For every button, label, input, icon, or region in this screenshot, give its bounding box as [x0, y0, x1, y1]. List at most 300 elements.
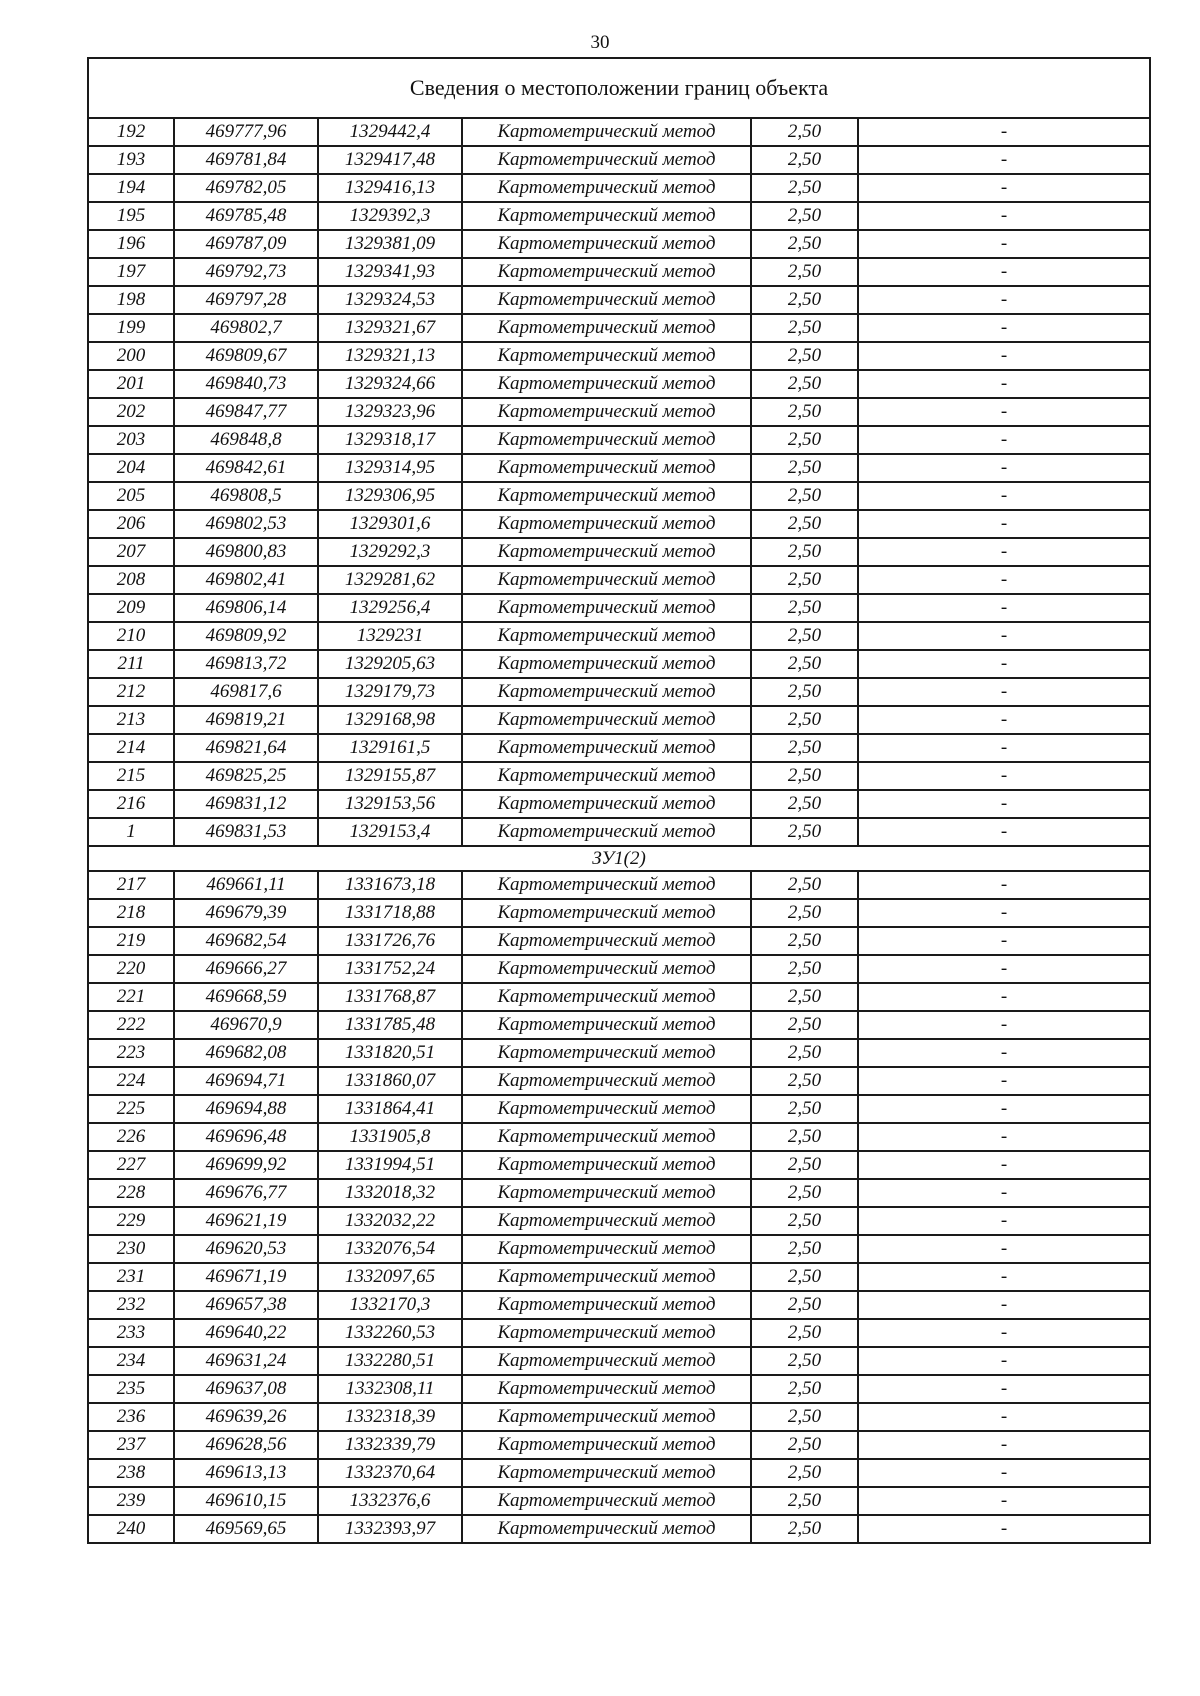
method-cell: Картометрический метод: [462, 818, 751, 846]
y-coordinate-cell: 1331905,8: [318, 1123, 462, 1151]
description-cell: -: [858, 1123, 1150, 1151]
method-cell: Картометрический метод: [462, 426, 751, 454]
description-cell: -: [858, 927, 1150, 955]
method-cell: Картометрический метод: [462, 342, 751, 370]
table-row: [88, 706, 1150, 734]
point-number-cell: 202: [88, 398, 174, 426]
accuracy-cell: 2,50: [751, 927, 858, 955]
table-row: [88, 983, 1150, 1011]
y-coordinate-cell: 1329381,09: [318, 230, 462, 258]
description-cell: -: [858, 871, 1150, 899]
point-number-cell: 208: [88, 566, 174, 594]
method-cell: Картометрический метод: [462, 1235, 751, 1263]
accuracy-cell: 2,50: [751, 1263, 858, 1291]
x-coordinate-cell: 469781,84: [174, 146, 318, 174]
description-cell: -: [858, 1515, 1150, 1543]
point-number-cell: 239: [88, 1487, 174, 1515]
description-cell: -: [858, 622, 1150, 650]
table-row: [88, 258, 1150, 286]
accuracy-cell: 2,50: [751, 1011, 858, 1039]
table-row: [88, 762, 1150, 790]
accuracy-cell: 2,50: [751, 1207, 858, 1235]
description-cell: -: [858, 955, 1150, 983]
description-cell: -: [858, 1011, 1150, 1039]
description-cell: -: [858, 1179, 1150, 1207]
accuracy-cell: 2,50: [751, 1459, 858, 1487]
point-number-cell: 193: [88, 146, 174, 174]
x-coordinate-cell: 469682,54: [174, 927, 318, 955]
description-cell: -: [858, 1039, 1150, 1067]
point-number-cell: 206: [88, 510, 174, 538]
table-row: [88, 398, 1150, 426]
table-row: [88, 1375, 1150, 1403]
description-cell: -: [858, 899, 1150, 927]
y-coordinate-cell: 1331864,41: [318, 1095, 462, 1123]
method-cell: Картометрический метод: [462, 202, 751, 230]
description-cell: -: [858, 482, 1150, 510]
method-cell: Картометрический метод: [462, 286, 751, 314]
description-cell: -: [858, 1095, 1150, 1123]
description-cell: -: [858, 398, 1150, 426]
x-coordinate-cell: 469848,8: [174, 426, 318, 454]
accuracy-cell: 2,50: [751, 1431, 858, 1459]
y-coordinate-cell: 1332370,64: [318, 1459, 462, 1487]
accuracy-cell: 2,50: [751, 314, 858, 342]
x-coordinate-cell: 469785,48: [174, 202, 318, 230]
x-coordinate-cell: 469620,53: [174, 1235, 318, 1263]
accuracy-cell: 2,50: [751, 118, 858, 146]
method-cell: Картометрический метод: [462, 1403, 751, 1431]
description-cell: -: [858, 202, 1150, 230]
table-row: [88, 202, 1150, 230]
accuracy-cell: 2,50: [751, 1347, 858, 1375]
method-cell: Картометрический метод: [462, 594, 751, 622]
accuracy-cell: 2,50: [751, 650, 858, 678]
method-cell: Картометрический метод: [462, 538, 751, 566]
table-row: [88, 1319, 1150, 1347]
point-number-cell: 221: [88, 983, 174, 1011]
y-coordinate-cell: 1329306,95: [318, 482, 462, 510]
point-number-cell: 238: [88, 1459, 174, 1487]
point-number-cell: 215: [88, 762, 174, 790]
y-coordinate-cell: 1329161,5: [318, 734, 462, 762]
description-cell: -: [858, 566, 1150, 594]
description-cell: -: [858, 510, 1150, 538]
point-number-cell: 217: [88, 871, 174, 899]
description-cell: -: [858, 314, 1150, 342]
y-coordinate-cell: 1332318,39: [318, 1403, 462, 1431]
table-row: [88, 230, 1150, 258]
point-number-cell: 212: [88, 678, 174, 706]
accuracy-cell: 2,50: [751, 1179, 858, 1207]
y-coordinate-cell: 1329168,98: [318, 706, 462, 734]
y-coordinate-cell: 1331673,18: [318, 871, 462, 899]
accuracy-cell: 2,50: [751, 734, 858, 762]
point-number-cell: 224: [88, 1067, 174, 1095]
point-number-cell: 223: [88, 1039, 174, 1067]
accuracy-cell: 2,50: [751, 871, 858, 899]
y-coordinate-cell: 1331752,24: [318, 955, 462, 983]
x-coordinate-cell: 469802,7: [174, 314, 318, 342]
description-cell: -: [858, 454, 1150, 482]
y-coordinate-cell: 1332260,53: [318, 1319, 462, 1347]
x-coordinate-cell: 469637,08: [174, 1375, 318, 1403]
method-cell: Картометрический метод: [462, 566, 751, 594]
table-title: Сведения о местоположении границ объекта: [88, 58, 1150, 118]
table-row: [88, 1263, 1150, 1291]
method-cell: Картометрический метод: [462, 398, 751, 426]
accuracy-cell: 2,50: [751, 1403, 858, 1431]
table-row: [88, 1095, 1150, 1123]
x-coordinate-cell: 469809,67: [174, 342, 318, 370]
y-coordinate-cell: 1329318,17: [318, 426, 462, 454]
description-cell: -: [858, 342, 1150, 370]
accuracy-cell: 2,50: [751, 258, 858, 286]
accuracy-cell: 2,50: [751, 426, 858, 454]
accuracy-cell: 2,50: [751, 1095, 858, 1123]
table-row: [88, 1011, 1150, 1039]
description-cell: -: [858, 1431, 1150, 1459]
point-number-cell: 228: [88, 1179, 174, 1207]
description-cell: -: [858, 258, 1150, 286]
method-cell: Картометрический метод: [462, 1095, 751, 1123]
accuracy-cell: 2,50: [751, 202, 858, 230]
method-cell: Картометрический метод: [462, 1263, 751, 1291]
accuracy-cell: 2,50: [751, 286, 858, 314]
description-cell: -: [858, 706, 1150, 734]
method-cell: Картометрический метод: [462, 955, 751, 983]
y-coordinate-cell: 1329301,6: [318, 510, 462, 538]
table-row: [88, 734, 1150, 762]
method-cell: Картометрический метод: [462, 1291, 751, 1319]
point-number-cell: 222: [88, 1011, 174, 1039]
table-row: [88, 594, 1150, 622]
description-cell: -: [858, 1151, 1150, 1179]
x-coordinate-cell: 469694,88: [174, 1095, 318, 1123]
y-coordinate-cell: 1329323,96: [318, 398, 462, 426]
y-coordinate-cell: 1332032,22: [318, 1207, 462, 1235]
table-row: [88, 482, 1150, 510]
section-row: [88, 846, 1150, 871]
method-cell: Картометрический метод: [462, 146, 751, 174]
point-number-cell: 209: [88, 594, 174, 622]
method-cell: Картометрический метод: [462, 482, 751, 510]
table-row: [88, 927, 1150, 955]
x-coordinate-cell: 469628,56: [174, 1431, 318, 1459]
table-row: [88, 1403, 1150, 1431]
table-row: [88, 286, 1150, 314]
table-row: [88, 1515, 1150, 1543]
y-coordinate-cell: 1331785,48: [318, 1011, 462, 1039]
accuracy-cell: 2,50: [751, 622, 858, 650]
accuracy-cell: 2,50: [751, 146, 858, 174]
accuracy-cell: 2,50: [751, 899, 858, 927]
accuracy-cell: 2,50: [751, 790, 858, 818]
boundary-coordinates-table: [87, 57, 1151, 1544]
section-label: ЗУ1(2): [88, 846, 1150, 871]
point-number-cell: 237: [88, 1431, 174, 1459]
table-row: [88, 899, 1150, 927]
method-cell: Картометрический метод: [462, 706, 751, 734]
page-number: 30: [590, 32, 610, 53]
x-coordinate-cell: 469668,59: [174, 983, 318, 1011]
accuracy-cell: 2,50: [751, 398, 858, 426]
x-coordinate-cell: 469621,19: [174, 1207, 318, 1235]
x-coordinate-cell: 469819,21: [174, 706, 318, 734]
point-number-cell: 1: [88, 818, 174, 846]
accuracy-cell: 2,50: [751, 1067, 858, 1095]
x-coordinate-cell: 469682,08: [174, 1039, 318, 1067]
description-cell: -: [858, 734, 1150, 762]
method-cell: Картометрический метод: [462, 1067, 751, 1095]
table-row: [88, 1459, 1150, 1487]
y-coordinate-cell: 1331768,87: [318, 983, 462, 1011]
method-cell: Картометрический метод: [462, 1375, 751, 1403]
point-number-cell: 227: [88, 1151, 174, 1179]
table-row: [88, 426, 1150, 454]
x-coordinate-cell: 469694,71: [174, 1067, 318, 1095]
table-row: [88, 1123, 1150, 1151]
point-number-cell: 236: [88, 1403, 174, 1431]
description-cell: -: [858, 1375, 1150, 1403]
x-coordinate-cell: 469671,19: [174, 1263, 318, 1291]
accuracy-cell: 2,50: [751, 818, 858, 846]
point-number-cell: 210: [88, 622, 174, 650]
point-number-cell: 198: [88, 286, 174, 314]
accuracy-cell: 2,50: [751, 566, 858, 594]
description-cell: -: [858, 1347, 1150, 1375]
method-cell: Картометрический метод: [462, 510, 751, 538]
y-coordinate-cell: 1332280,51: [318, 1347, 462, 1375]
point-number-cell: 229: [88, 1207, 174, 1235]
y-coordinate-cell: 1329155,87: [318, 762, 462, 790]
accuracy-cell: 2,50: [751, 510, 858, 538]
y-coordinate-cell: 1329314,95: [318, 454, 462, 482]
table-row: [88, 871, 1150, 899]
point-number-cell: 235: [88, 1375, 174, 1403]
y-coordinate-cell: 1332339,79: [318, 1431, 462, 1459]
point-number-cell: 197: [88, 258, 174, 286]
point-number-cell: 201: [88, 370, 174, 398]
point-number-cell: 207: [88, 538, 174, 566]
table-row: [88, 650, 1150, 678]
method-cell: Картометрический метод: [462, 118, 751, 146]
accuracy-cell: 2,50: [751, 1375, 858, 1403]
table-row: [88, 314, 1150, 342]
accuracy-cell: 2,50: [751, 230, 858, 258]
x-coordinate-cell: 469782,05: [174, 174, 318, 202]
x-coordinate-cell: 469840,73: [174, 370, 318, 398]
accuracy-cell: 2,50: [751, 482, 858, 510]
point-number-cell: 195: [88, 202, 174, 230]
table-row: [88, 1431, 1150, 1459]
table-row: [88, 1151, 1150, 1179]
accuracy-cell: 2,50: [751, 1039, 858, 1067]
accuracy-cell: 2,50: [751, 342, 858, 370]
method-cell: Картометрический метод: [462, 1319, 751, 1347]
method-cell: Картометрический метод: [462, 1179, 751, 1207]
y-coordinate-cell: 1329205,63: [318, 650, 462, 678]
description-cell: -: [858, 650, 1150, 678]
x-coordinate-cell: 469800,83: [174, 538, 318, 566]
description-cell: -: [858, 983, 1150, 1011]
accuracy-cell: 2,50: [751, 174, 858, 202]
method-cell: Картометрический метод: [462, 1487, 751, 1515]
method-cell: Картометрический метод: [462, 1151, 751, 1179]
x-coordinate-cell: 469657,38: [174, 1291, 318, 1319]
method-cell: Картометрический метод: [462, 871, 751, 899]
method-cell: Картометрический метод: [462, 927, 751, 955]
point-number-cell: 232: [88, 1291, 174, 1319]
method-cell: Картометрический метод: [462, 1347, 751, 1375]
accuracy-cell: 2,50: [751, 1319, 858, 1347]
y-coordinate-cell: 1329179,73: [318, 678, 462, 706]
y-coordinate-cell: 1329281,62: [318, 566, 462, 594]
accuracy-cell: 2,50: [751, 1487, 858, 1515]
description-cell: -: [858, 230, 1150, 258]
accuracy-cell: 2,50: [751, 706, 858, 734]
accuracy-cell: 2,50: [751, 1291, 858, 1319]
y-coordinate-cell: 1329417,48: [318, 146, 462, 174]
y-coordinate-cell: 1331820,51: [318, 1039, 462, 1067]
point-number-cell: 205: [88, 482, 174, 510]
x-coordinate-cell: 469569,65: [174, 1515, 318, 1543]
x-coordinate-cell: 469661,11: [174, 871, 318, 899]
x-coordinate-cell: 469777,96: [174, 118, 318, 146]
x-coordinate-cell: 469842,61: [174, 454, 318, 482]
x-coordinate-cell: 469787,09: [174, 230, 318, 258]
point-number-cell: 234: [88, 1347, 174, 1375]
point-number-cell: 203: [88, 426, 174, 454]
y-coordinate-cell: 1331718,88: [318, 899, 462, 927]
accuracy-cell: 2,50: [751, 1515, 858, 1543]
description-cell: -: [858, 174, 1150, 202]
method-cell: Картометрический метод: [462, 1207, 751, 1235]
description-cell: -: [858, 594, 1150, 622]
description-cell: -: [858, 1291, 1150, 1319]
method-cell: Картометрический метод: [462, 762, 751, 790]
x-coordinate-cell: 469802,53: [174, 510, 318, 538]
method-cell: Картометрический метод: [462, 174, 751, 202]
accuracy-cell: 2,50: [751, 1123, 858, 1151]
table-row: [88, 174, 1150, 202]
y-coordinate-cell: 1332376,6: [318, 1487, 462, 1515]
y-coordinate-cell: 1332308,11: [318, 1375, 462, 1403]
method-cell: Картометрический метод: [462, 454, 751, 482]
method-cell: Картометрический метод: [462, 650, 751, 678]
table-row: [88, 790, 1150, 818]
accuracy-cell: 2,50: [751, 762, 858, 790]
table-row: [88, 510, 1150, 538]
y-coordinate-cell: 1329341,93: [318, 258, 462, 286]
point-number-cell: 233: [88, 1319, 174, 1347]
x-coordinate-cell: 469699,92: [174, 1151, 318, 1179]
y-coordinate-cell: 1332170,3: [318, 1291, 462, 1319]
method-cell: Картометрический метод: [462, 370, 751, 398]
accuracy-cell: 2,50: [751, 983, 858, 1011]
description-cell: -: [858, 1319, 1150, 1347]
x-coordinate-cell: 469613,13: [174, 1459, 318, 1487]
description-cell: -: [858, 790, 1150, 818]
method-cell: Картометрический метод: [462, 1459, 751, 1487]
description-cell: -: [858, 426, 1150, 454]
y-coordinate-cell: 1332097,65: [318, 1263, 462, 1291]
point-number-cell: 230: [88, 1235, 174, 1263]
description-cell: -: [858, 1235, 1150, 1263]
y-coordinate-cell: 1329321,13: [318, 342, 462, 370]
y-coordinate-cell: 1329442,4: [318, 118, 462, 146]
point-number-cell: 194: [88, 174, 174, 202]
y-coordinate-cell: 1332076,54: [318, 1235, 462, 1263]
description-cell: -: [858, 146, 1150, 174]
table-row: [88, 566, 1150, 594]
description-cell: -: [858, 1403, 1150, 1431]
table-row: [88, 454, 1150, 482]
x-coordinate-cell: 469808,5: [174, 482, 318, 510]
table-row: [88, 622, 1150, 650]
y-coordinate-cell: 1329153,4: [318, 818, 462, 846]
table-row: [88, 1179, 1150, 1207]
table-row: [88, 538, 1150, 566]
x-coordinate-cell: 469639,26: [174, 1403, 318, 1431]
method-cell: Картометрический метод: [462, 258, 751, 286]
method-cell: Картометрический метод: [462, 790, 751, 818]
description-cell: -: [858, 1487, 1150, 1515]
description-cell: -: [858, 1459, 1150, 1487]
description-cell: -: [858, 818, 1150, 846]
point-number-cell: 213: [88, 706, 174, 734]
y-coordinate-cell: 1331860,07: [318, 1067, 462, 1095]
point-number-cell: 214: [88, 734, 174, 762]
method-cell: Картометрический метод: [462, 678, 751, 706]
x-coordinate-cell: 469792,73: [174, 258, 318, 286]
accuracy-cell: 2,50: [751, 1235, 858, 1263]
point-number-cell: 240: [88, 1515, 174, 1543]
x-coordinate-cell: 469610,15: [174, 1487, 318, 1515]
point-number-cell: 204: [88, 454, 174, 482]
y-coordinate-cell: 1329231: [318, 622, 462, 650]
x-coordinate-cell: 469825,25: [174, 762, 318, 790]
method-cell: Картометрический метод: [462, 1011, 751, 1039]
description-cell: -: [858, 370, 1150, 398]
table-body: [88, 58, 1150, 1543]
x-coordinate-cell: 469666,27: [174, 955, 318, 983]
y-coordinate-cell: 1329256,4: [318, 594, 462, 622]
x-coordinate-cell: 469831,12: [174, 790, 318, 818]
point-number-cell: 196: [88, 230, 174, 258]
method-cell: Картометрический метод: [462, 1431, 751, 1459]
point-number-cell: 219: [88, 927, 174, 955]
table-title-row: [88, 58, 1150, 118]
method-cell: Картометрический метод: [462, 899, 751, 927]
y-coordinate-cell: 1329324,66: [318, 370, 462, 398]
point-number-cell: 231: [88, 1263, 174, 1291]
table-row: [88, 1487, 1150, 1515]
table-row: [88, 370, 1150, 398]
method-cell: Картометрический метод: [462, 314, 751, 342]
description-cell: -: [858, 762, 1150, 790]
x-coordinate-cell: 469847,77: [174, 398, 318, 426]
point-number-cell: 225: [88, 1095, 174, 1123]
x-coordinate-cell: 469806,14: [174, 594, 318, 622]
table-row: [88, 118, 1150, 146]
x-coordinate-cell: 469696,48: [174, 1123, 318, 1151]
x-coordinate-cell: 469640,22: [174, 1319, 318, 1347]
description-cell: -: [858, 1263, 1150, 1291]
y-coordinate-cell: 1329392,3: [318, 202, 462, 230]
method-cell: Картометрический метод: [462, 734, 751, 762]
x-coordinate-cell: 469802,41: [174, 566, 318, 594]
